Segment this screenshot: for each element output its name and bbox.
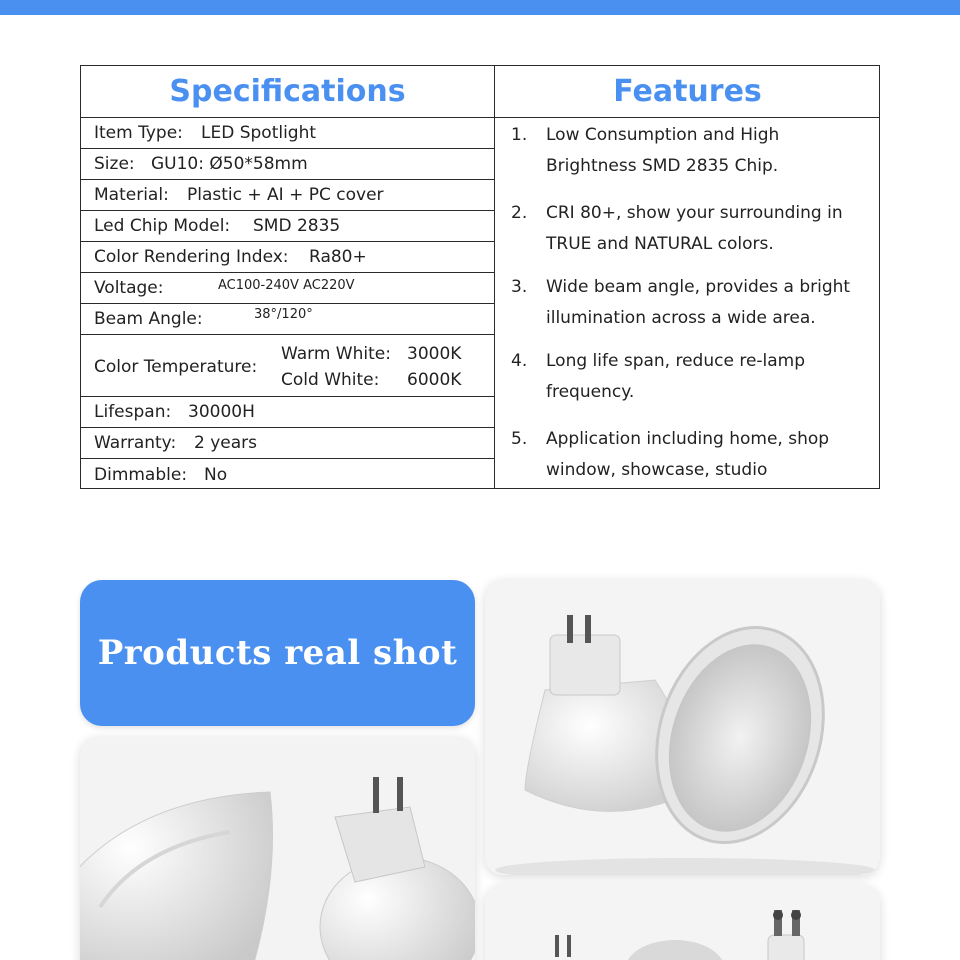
feature-number: 1.	[511, 125, 528, 145]
feature-number: 4.	[511, 351, 528, 371]
feature-text: Long life span, reduce re-lamp frequency.	[546, 351, 806, 402]
spec-value: LED Spotlight	[201, 123, 317, 143]
spec-value: Ra80+	[309, 247, 367, 267]
spec-row-led-chip	[81, 211, 494, 242]
warm-white-label: Warm White:	[281, 344, 391, 364]
spec-value: AC100-240V AC220V	[218, 278, 355, 293]
spec-row-cri	[81, 242, 494, 273]
specifications-heading: Specifications	[169, 74, 406, 109]
spec-label: Color Rendering Index:	[94, 247, 289, 267]
products-real-shot-banner	[80, 580, 475, 726]
product-photo-two-bulbs	[485, 580, 880, 875]
spec-value: 2 years	[194, 433, 258, 453]
product-photo-gu10-bulbs	[485, 885, 880, 960]
spec-label: Item Type:	[94, 123, 183, 143]
spec-row-item-type	[81, 118, 494, 149]
spec-row-voltage	[81, 273, 494, 304]
spec-label: Dimmable:	[94, 465, 188, 485]
features-heading: Features	[613, 74, 762, 109]
cold-white-value: 6000K	[407, 370, 462, 390]
product-photo-close-up	[80, 737, 475, 960]
spec-value: GU10: Ø50*58mm	[151, 154, 308, 174]
spec-label: Material:	[94, 185, 169, 205]
spec-value: Plastic + AI + PC cover	[187, 185, 384, 205]
table-divider-vertical	[494, 66, 495, 488]
warm-white-value: 3000K	[407, 344, 462, 364]
spec-label: Size:	[94, 154, 135, 174]
feature-number: 5.	[511, 429, 528, 449]
spec-value: SMD 2835	[253, 216, 341, 236]
spec-label: Lifespan:	[94, 402, 172, 422]
spec-feature-table	[80, 65, 880, 489]
feature-number: 3.	[511, 277, 528, 297]
top-accent-bar	[0, 0, 960, 15]
feature-text: Application including home, shop window, showcase, studio	[546, 429, 830, 480]
feature-number: 2.	[511, 203, 528, 223]
feature-text: Low Consumption and High Brightness SMD 2835 Chip.	[546, 125, 780, 176]
feature-text: Wide beam angle, provides a bright illumination across a wide area.	[546, 277, 851, 328]
spec-row-warranty	[81, 428, 494, 459]
feature-text: CRI 80+, show your surrounding in TRUE and NATURAL colors.	[546, 203, 843, 254]
spec-row-color-temperature	[81, 335, 494, 397]
spec-value: No	[204, 465, 228, 485]
spec-row-beam-angle	[81, 304, 494, 335]
spec-value: 30000H	[188, 402, 255, 422]
spec-label: Color Temperature:	[94, 357, 258, 377]
spec-label: Beam Angle:	[94, 309, 203, 329]
spec-row-size	[81, 149, 494, 180]
spec-label: Led Chip Model:	[94, 216, 231, 236]
spec-label: Warranty:	[94, 433, 177, 453]
spec-row-dimmable	[81, 459, 494, 490]
spec-label: Voltage:	[94, 278, 164, 298]
spec-rows	[81, 118, 494, 490]
spec-value: 38°/120°	[254, 307, 313, 322]
products-real-shot-title: Products real shot	[97, 633, 458, 673]
cold-white-label: Cold White:	[281, 370, 380, 390]
spec-row-material	[81, 180, 494, 211]
spec-row-lifespan	[81, 397, 494, 428]
